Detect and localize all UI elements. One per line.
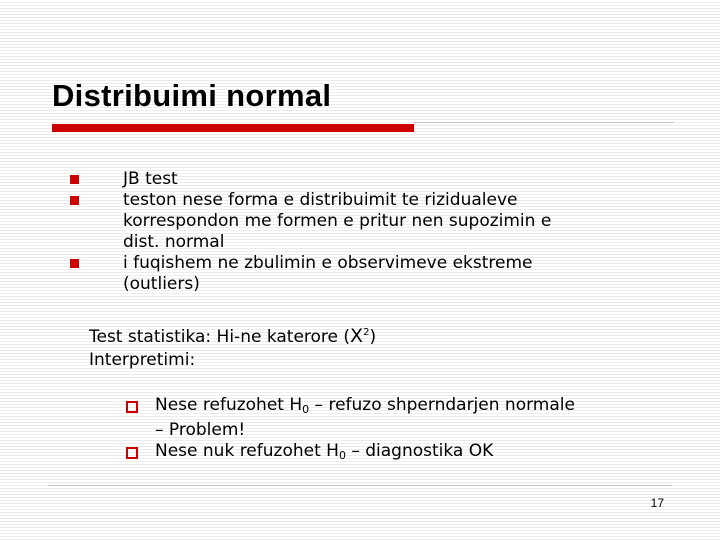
bullet-line: dist. normal (123, 232, 225, 252)
square-bullet-icon (70, 175, 79, 184)
sub-bullet-line (155, 441, 684, 466)
sub-bullet-text: – diagnostika OK (345, 441, 494, 461)
sub-bullet-line (155, 395, 684, 420)
sub-bullet-text: – refuzo shperndarjen normale (309, 395, 575, 415)
bullet-item (68, 190, 668, 253)
h-subscript: 0 (302, 403, 310, 416)
statistic-block (89, 321, 689, 372)
footer-rule-line (48, 485, 672, 486)
sub-bullet-list (124, 395, 684, 466)
sub-bullet-text: Nese nuk refuzohet H (155, 441, 339, 461)
hollow-square-bullet-icon (126, 401, 138, 413)
bullet-item (68, 253, 668, 295)
sub-bullet-item (124, 395, 684, 441)
h-subscript: 0 (338, 449, 346, 462)
bullet-item (68, 169, 668, 190)
bullet-line: i fuqishem ne zbulimin e observimeve ekstreme (123, 253, 533, 273)
slide-title: Distribuimi normal (52, 78, 332, 113)
title-underline-bar (52, 124, 414, 132)
chi-symbol: X (350, 325, 364, 347)
square-bullet-icon (70, 259, 79, 268)
sub-bullet-item (124, 441, 684, 466)
test-statistic-line (89, 321, 689, 349)
sub-bullet-text: Nese refuzohet H (155, 395, 303, 415)
interpretation-label: Interpretimi: (89, 350, 196, 370)
test-statistic-suffix: ) (369, 327, 377, 347)
chi-superscript: 2 (363, 327, 370, 338)
hollow-square-bullet-icon (126, 447, 138, 459)
bullet-line: JB test (123, 169, 178, 189)
bullet-list (68, 169, 668, 295)
sub-bullet-continuation: – Problem! (155, 420, 246, 440)
page-number: 17 (650, 496, 664, 510)
square-bullet-icon (70, 196, 79, 205)
bullet-line: (outliers) (123, 274, 200, 294)
title-rule-line (414, 122, 674, 123)
bullet-line: teston nese forma e distribuimit te rizidualeve (123, 190, 518, 210)
test-statistic-prefix: Test statistika: Hi-ne katerore ( (89, 327, 351, 347)
bullet-line: korrespondon me formen e pritur nen supozimin e (123, 211, 552, 231)
